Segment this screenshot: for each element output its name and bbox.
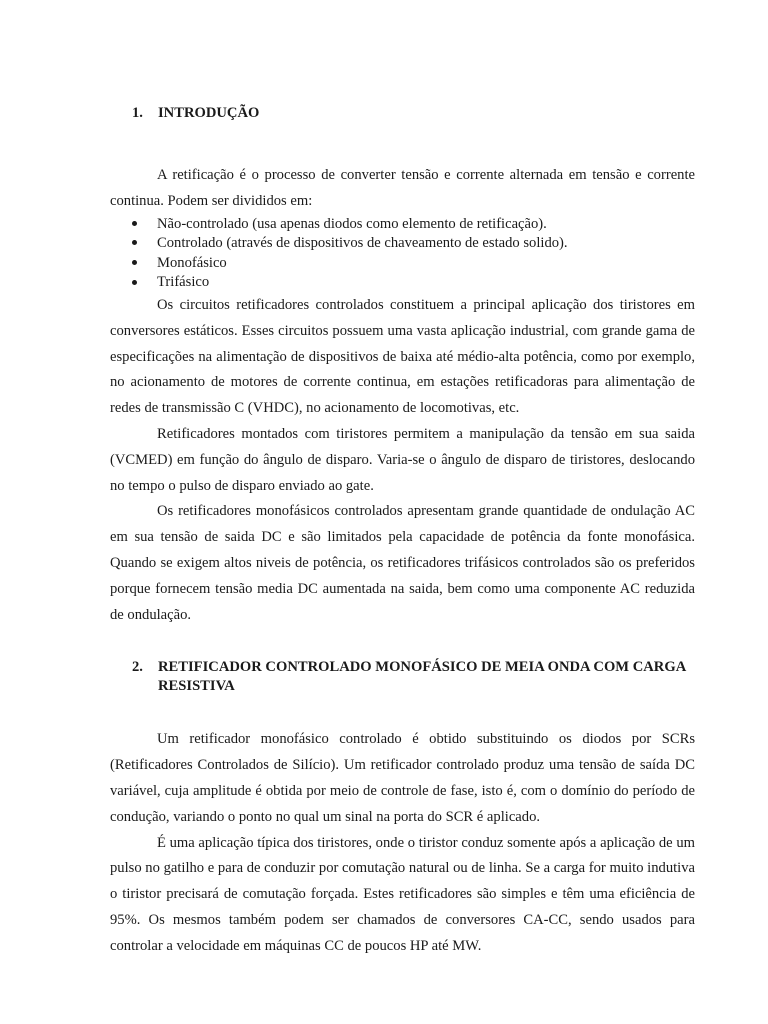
bullet-icon	[110, 234, 157, 254]
paragraph: É uma aplicação típica dos tiristores, onde o tiristor conduz somente após a aplicação de um pulso no gatilho e para de conduzir por comutação natural ou de linha. Se a carga for muito indutiva o tiristor precisará de comutação forçada. Estes retificadores são simples e têm uma eficiência de 95%. Os mesmos também podem ser chamados de conversores CA-CC, sendo usados para controlar a velocidade em máquinas CC de poucos HP até MW.	[110, 834, 695, 954]
list-item	[110, 254, 695, 274]
bullet-icon	[110, 273, 157, 293]
paragraph: Os circuitos retificadores controlados constituem a principal aplicação dos tiristores em conversores estáticos. Esses circuitos possuem uma vasta aplicação industrial, com grande gama de especificações na alimentação de dispositivos de baixa até médio-alta potência, como por exemplo, no acionamento de motores de corrente continua, em estações retificadoras para alimentação de redes de transmissão C (VHDC), no acionamento de locomotivas, etc.	[110, 296, 695, 417]
list-item-text: Não-controlado (usa apenas diodos como elemento de retificação).	[157, 215, 547, 232]
list-item-text: Monofásico	[157, 254, 227, 271]
paragraph: Os retificadores monofásicos controlados apresentam grande quantidade de ondulação AC em sua tensão de saida DC e são limitados pela capacidade de potência da fonte monofásica. Quando se exigem altos niveis de potência, os retificadores trifásicos controlados são os preferidos porque fornecem tensão media DC aumentada na saida, bem como uma componente AC reduzida de ondulação.	[110, 503, 695, 623]
bullet-icon	[110, 254, 157, 274]
section-2-title: RETIFICADOR CONTROLADO MONOFÁSICO DE MEIA ONDA COM CARGA RESISTIVA	[158, 659, 686, 695]
section-2-heading	[110, 658, 695, 696]
bullet-icon	[110, 215, 157, 235]
intro-paragraph: A retificação é o processo de converter tensão e corrente alternada em tensão e corrente continua. Podem ser divididos em:	[110, 167, 695, 209]
bullet-list	[110, 215, 695, 293]
document-body	[110, 104, 695, 960]
list-item	[110, 234, 695, 254]
paragraph: Um retificador monofásico controlado é obtido substituindo os diodos por SCRs (Retificadores Controlados de Silício). Um retificador controlado produz uma tensão de saída DC variável, cuja amplitude é obtida por meio de controle de fase, isto é, com o domínio do período de condução, variando o ponto no qual um sinal na porta do SCR é aplicado.	[110, 731, 695, 825]
section-1-heading	[110, 104, 695, 123]
paragraph: Retificadores montados com tiristores permitem a manipulação da tensão em sua saida (VCMED) em função do ângulo de disparo. Varia-se o ângulo de disparo de tiristores, deslocando no tempo o pulso de disparo enviado ao gate.	[110, 425, 695, 494]
list-item-text: Trifásico	[157, 274, 210, 291]
list-item	[110, 215, 695, 235]
section-1-number: 1.	[132, 105, 143, 121]
list-item	[110, 273, 695, 293]
section-1-title: INTRODUÇÃO	[158, 105, 260, 121]
list-item-text: Controlado (através de dispositivos de chaveamento de estado solido).	[157, 235, 568, 252]
section-2-number: 2.	[132, 659, 143, 676]
